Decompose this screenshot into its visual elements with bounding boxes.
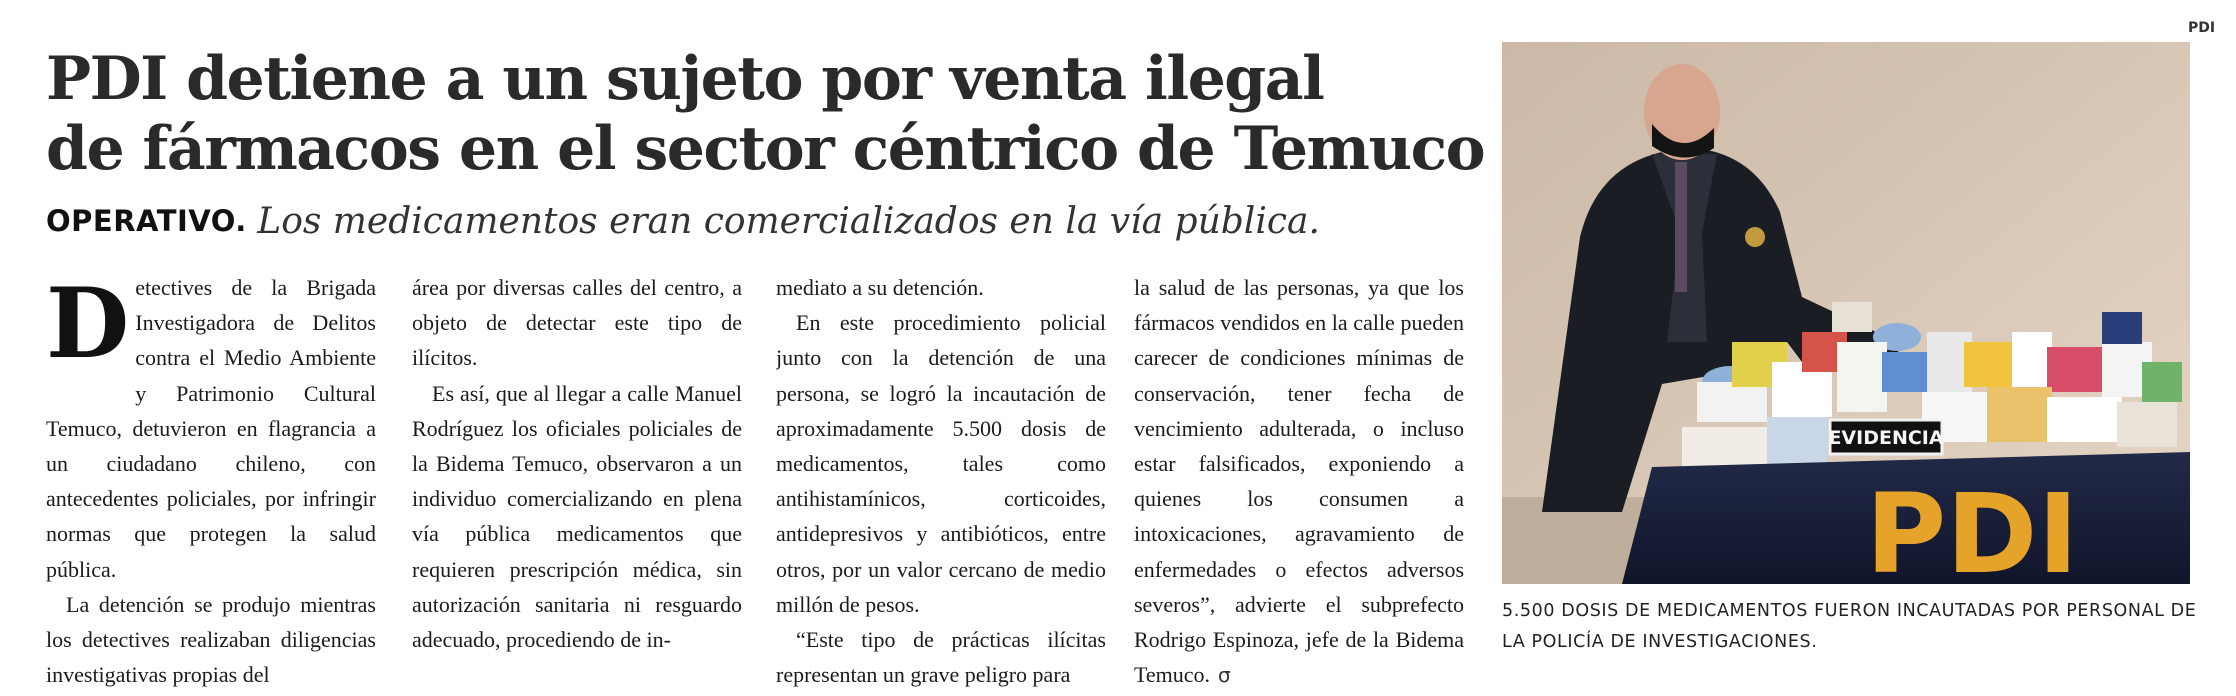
evidence-sign xyxy=(1828,420,1943,454)
evidence-sign-text: EVIDENCIA xyxy=(1828,427,1944,449)
paragraph: mediato a su detención. xyxy=(776,275,984,300)
police-badge xyxy=(1745,227,1765,247)
article-column-3 xyxy=(776,270,1106,690)
subheadline-text: Los medicamentos eran comercializados en la vía pública. xyxy=(257,201,1320,242)
paragraph: “Este tipo de prácticas ilícitas representan un grave peligro para xyxy=(776,627,1106,688)
pdi-logo: PDI xyxy=(1865,470,2079,584)
headline-line-1: PDI detiene a un sujeto por venta ilegal xyxy=(46,44,1324,114)
paragraph xyxy=(1134,270,1464,690)
subheadline xyxy=(46,196,1446,246)
paragraph-text: etectives de la Brigada Investigadora de Delitos contra el Medio Ambiente y Patrimonio Cultural Temuco, detuvieron en flagrancia a un ciudadano chileno, con antecedentes policiales, por infringir normas que protegen la salud pública. xyxy=(46,275,376,582)
article-column-2 xyxy=(412,270,742,690)
headline-line-2: de fármacos en el sector céntrico de Temuco xyxy=(46,114,1485,184)
paragraph: La detención se produjo mientras los detectives realizaban diligencias investigativas propias del xyxy=(46,591,376,688)
paragraph: En este procedimiento policial junto con la detención de una persona, se logró la incautación de aproximadamente 5.500 dosis de medicamentos, tales como antihistamínicos, corticoides, antidepresivos y antibióticos, entre otros, por un valor cercano de medio millón de pesos. xyxy=(776,310,1106,617)
end-mark: σ xyxy=(1218,663,1231,688)
paragraph: Es así, que al llegar a calle Manuel Rodríguez los oficiales policiales de la Bidema Temuco, observaron a un individuo comercializando en plena vía pública medicamentos que requieren prescripción médica, sin autorización sanitaria ni resguardo adecuado, procediendo de in- xyxy=(412,380,742,653)
headline xyxy=(46,44,1485,184)
photo-caption: 5.500 DOSIS DE MEDICAMENTOS FUERON INCAUTADAS POR PERSONAL DE LA POLICÍA DE INVESTIGACIONES. xyxy=(1502,601,2197,652)
drop-cap: D xyxy=(46,270,130,380)
paragraph: área por diversas calles del centro, a objeto de detectar este tipo de ilícitos. xyxy=(412,275,742,371)
paragraph-text: la salud de las personas, ya que los fármacos vendidos en la calle pueden carecer de condiciones mínimas de conservación, tener fecha de vencimiento adulterada, o incluso estar falsificados, exponiendo a quienes los consumen a intoxicaciones, agravamiento de enfermedades o efectos adversos severos”, advierte el subprefecto Rodrigo Espinoza, jefe de la Bidema Temuco. xyxy=(1134,275,1464,688)
paragraph xyxy=(46,270,376,587)
article-column-4 xyxy=(1134,270,1464,690)
kicker: OPERATIVO. xyxy=(46,204,247,238)
article-photo xyxy=(1502,42,2190,584)
article-column-1 xyxy=(46,270,376,690)
photo-credit: PDI xyxy=(2188,20,2216,36)
